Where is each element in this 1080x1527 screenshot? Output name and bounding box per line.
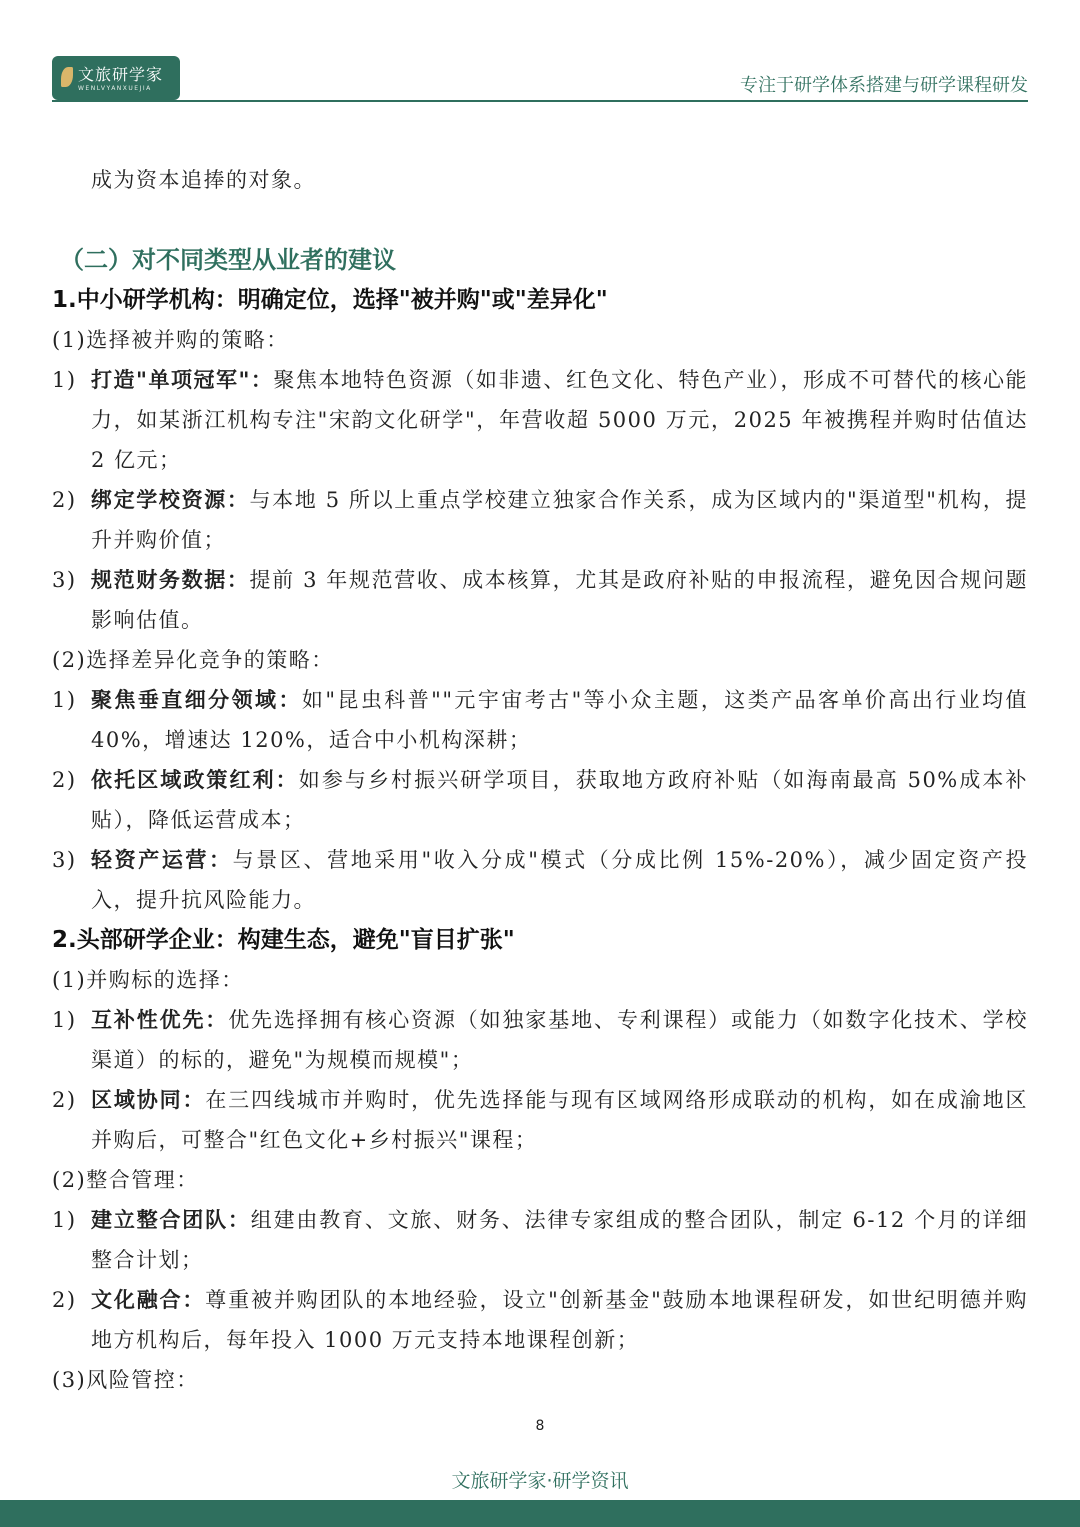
item-heading: 打造"单项冠军"： [91,367,274,392]
item-text: 与本地 5 所以上重点学校建立独家合作关系，成为区域内的"渠道型"机构，提升并购价值； [91,488,1029,552]
list-item [52,560,1028,640]
list-item [52,760,1028,840]
item-number: 1) [52,1208,77,1232]
subsection-title-1: 1.中小研学机构：明确定位，选择"被并购"或"差异化" [52,287,608,313]
document-body [52,160,1028,1400]
item-heading: 聚焦垂直细分领域： [91,687,302,712]
item-number: 2) [52,488,77,512]
group-label: (3)风险管控： [52,1368,199,1392]
list-item [52,1080,1028,1160]
brand-logo [52,56,180,100]
leaf-icon [61,67,73,87]
item-number: 2) [52,1288,77,1312]
list-item [52,360,1028,480]
item-number: 3) [52,568,77,592]
logo-english-name: WENLVYANXUEJIA [78,85,152,92]
group-label: (1)并购标的选择： [52,968,244,992]
item-text: 提前 3 年规范营收、成本核算，尤其是政府补贴的申报流程，避免因合规问题影响估值。 [91,568,1029,632]
item-number: 3) [52,848,77,872]
header-divider [52,100,1028,102]
item-heading: 互补性优先： [91,1007,229,1032]
item-text: 如参与乡村振兴研学项目，获取地方政府补贴（如海南最高 50%成本补贴），降低运营成本； [91,768,1028,832]
item-text: 如"昆虫科普""元宇宙考古"等小众主题，这类产品客单价高出行业均值 40%，增速达 120%，适合中小机构深耕； [91,688,1028,752]
item-heading: 区域协同： [91,1087,206,1112]
list-item [52,1000,1028,1080]
section-title: （二）对不同类型从业者的建议 [60,246,396,274]
footer-brand: 文旅研学家·研学资讯 [451,1470,629,1492]
group-label: (1)选择被并购的策略： [52,328,289,352]
item-heading: 建立整合团队： [91,1207,251,1232]
list-item [52,480,1028,560]
logo-chinese-name: 文旅研学家 [78,65,164,84]
item-text: 优先选择拥有核心资源（如独家基地、专利课程）或能力（如数字化技术、学校渠道）的标的，避免"为规模而规模"； [91,1008,1029,1072]
item-heading: 文化融合： [91,1287,206,1312]
item-number: 1) [52,1008,77,1032]
intro-paragraph: 成为资本追捧的对象。 [91,168,316,192]
item-text: 组建由教育、文旅、财务、法律专家组成的整合团队，制定 6-12 个月的详细整合计划； [91,1208,1029,1272]
item-number: 2) [52,1088,77,1112]
header-tagline: 专注于研学体系搭建与研学课程研发 [740,75,1028,96]
item-heading: 绑定学校资源： [91,487,250,512]
item-text: 在三四线城市并购时，优先选择能与现有区域网络形成联动的机构，如在成渝地区并购后，可整合"红色文化+乡村振兴"课程； [91,1088,1028,1152]
page-number: 8 [535,1418,545,1434]
item-text: 聚焦本地特色资源（如非遗、红色文化、特色产业），形成不可替代的核心能力，如某浙江机构专注"宋韵文化研学"，年营收超 5000 万元，2025 年被携程并购时估值达 2 亿元； [91,368,1028,472]
footer-bar [0,1500,1080,1527]
item-number: 2) [52,768,77,792]
subsection-title-2: 2.头部研学企业：构建生态，避免"盲目扩张" [52,927,515,953]
item-heading: 轻资产运营： [91,847,233,872]
list-item [52,680,1028,760]
item-text: 尊重被并购团队的本地经验，设立"创新基金"鼓励本地课程研发，如世纪明德并购地方机构后，每年投入 1000 万元支持本地课程创新； [91,1288,1028,1352]
list-item [52,1200,1028,1280]
item-text: 与景区、营地采用"收入分成"模式（分成比例 15%-20%），减少固定资产投入，提升抗风险能力。 [91,848,1028,912]
item-number: 1) [52,368,77,392]
group-label: (2)整合管理： [52,1168,199,1192]
item-heading: 依托区域政策红利： [91,767,299,792]
group-label: (2)选择差异化竞争的策略： [52,648,334,672]
list-item [52,1280,1028,1360]
item-heading: 规范财务数据： [91,567,250,592]
list-item [52,840,1028,920]
item-number: 1) [52,688,77,712]
